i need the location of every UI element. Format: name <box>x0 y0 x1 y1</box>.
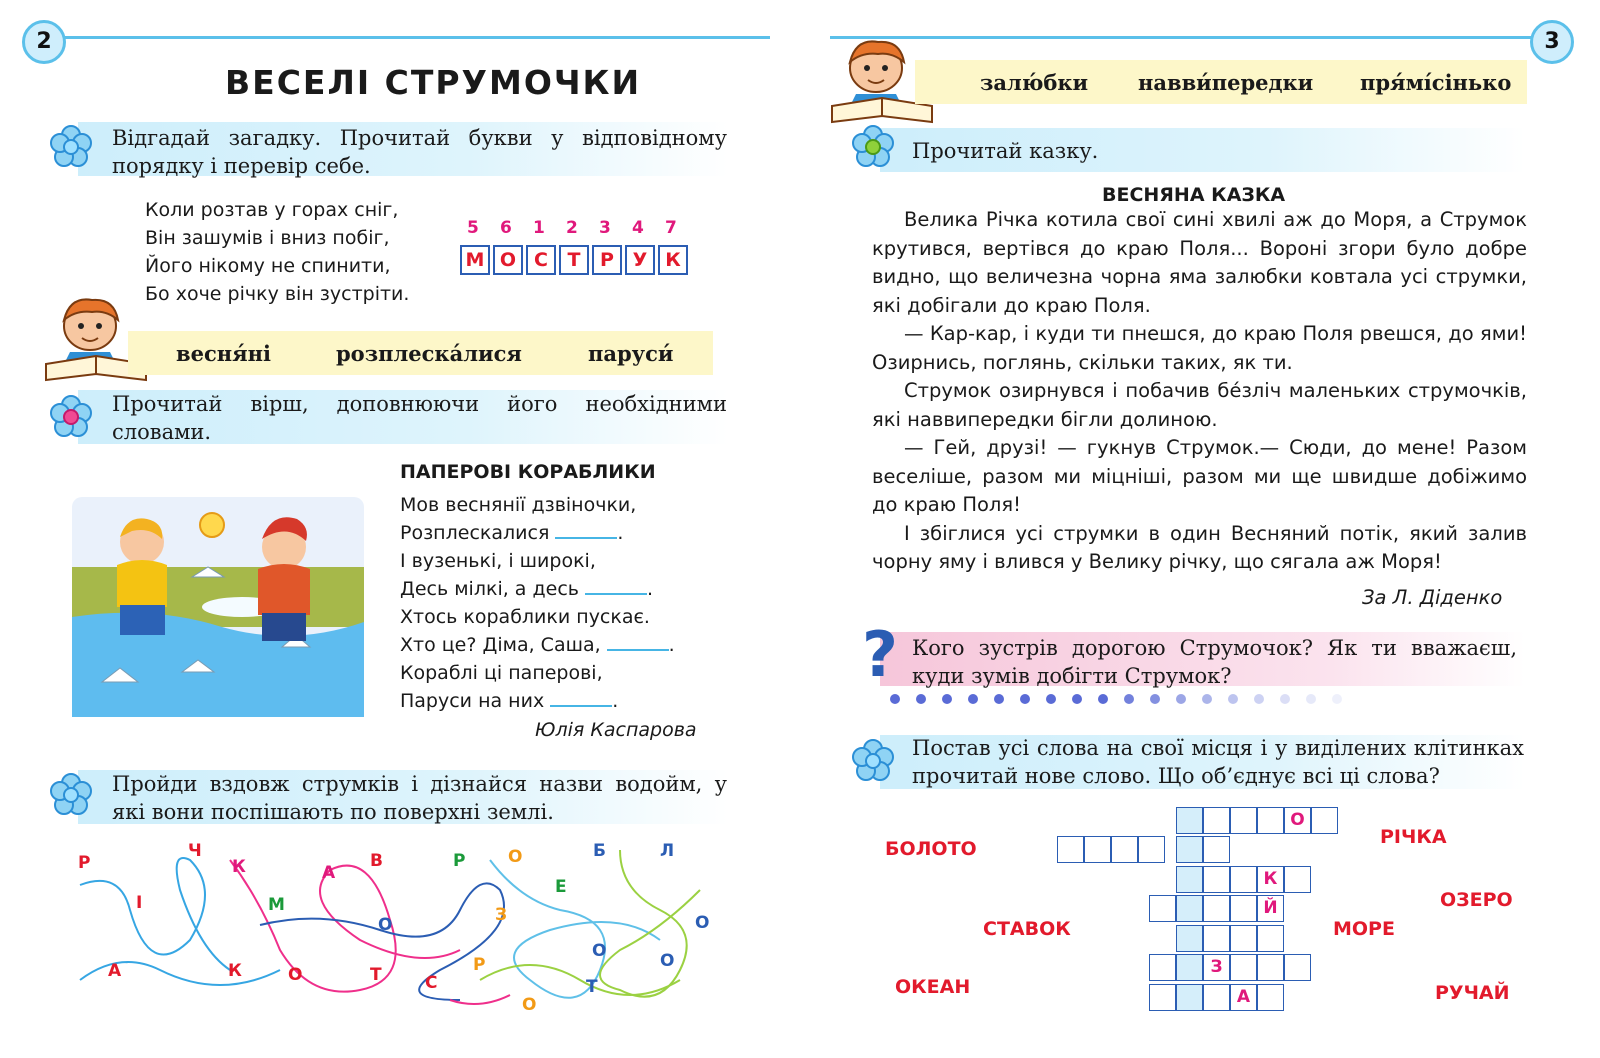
task3-text: Пройди вздовж струмків і дізнайся назви водойм, у які вони поспішають по поверхні землі. <box>112 772 727 824</box>
crossword-cell[interactable] <box>1111 836 1138 863</box>
maze-letter: К <box>232 857 246 877</box>
answer-blank[interactable] <box>550 705 612 707</box>
word: пря́мі́сінько <box>1360 70 1512 95</box>
words-bar <box>128 331 713 375</box>
crossword-cell[interactable] <box>1203 836 1230 863</box>
crossword-cell[interactable]: К <box>1257 866 1284 893</box>
riddle-line: Бо хоче річку він зустріти. <box>145 283 410 305</box>
question-mark-icon: ? <box>862 618 898 691</box>
maze-letter: О <box>592 941 607 961</box>
page-title: ВЕСЕЛІ СТРУМОЧКИ <box>225 63 642 102</box>
riddle-line: Його нікому не спинити, <box>145 255 391 277</box>
riddle-number: 7 <box>665 218 677 238</box>
crossword-cell[interactable] <box>1257 954 1284 981</box>
top-rule-left <box>55 36 770 39</box>
riddle-number: 4 <box>632 218 644 238</box>
crossword-word: РУЧАЙ <box>1435 982 1510 1004</box>
riddle-line: Коли розтав у горах сніг, <box>145 199 399 221</box>
crossword-cell[interactable] <box>1149 895 1176 922</box>
poem-line-text: Хто це? Діма, Саша, <box>400 634 601 656</box>
riddle-number: 3 <box>599 218 611 238</box>
crossword-cell[interactable] <box>1176 925 1203 952</box>
maze-letter: Б <box>593 841 606 861</box>
story-paragraph: І збіглися усі струмки в один Весняний потік, який залив чорну яму і влився у Велику річку, що сягала аж Моря! <box>872 521 1527 573</box>
poem-line-blank: Паруси на них . <box>400 690 619 712</box>
riddle-letter: М <box>460 245 490 275</box>
maze-letter: О <box>508 847 523 867</box>
crossword-cell[interactable] <box>1203 925 1230 952</box>
story-title: ВЕСНЯНА КАЗКА <box>1102 184 1286 206</box>
word: залю́бки <box>980 70 1089 95</box>
story <box>872 206 1527 577</box>
crossword-cell[interactable] <box>1084 836 1111 863</box>
crossword-cell[interactable] <box>1149 954 1176 981</box>
word: розплеска́лися <box>336 341 522 366</box>
maze-letter: І <box>136 893 143 913</box>
maze-letter: А <box>322 863 336 883</box>
riddle-letter: У <box>625 245 655 275</box>
crossword-word: ОКЕАН <box>895 976 971 998</box>
flower-icon <box>48 394 94 440</box>
task4-text: Прочитай казку. <box>912 139 1099 163</box>
flower-icon <box>48 772 94 818</box>
maze-letter: О <box>695 913 710 933</box>
crossword-cell[interactable] <box>1230 925 1257 952</box>
riddle-number: 2 <box>566 218 578 238</box>
maze-letter: О <box>378 915 393 935</box>
word: весня́ні <box>176 341 271 366</box>
crossword-cell[interactable]: А <box>1230 984 1257 1011</box>
poem-line-text: Паруси на них <box>400 690 545 712</box>
word: паруси́ <box>588 341 674 366</box>
flower-icon <box>850 738 896 784</box>
poem-line-blank: Розплескалися . <box>400 522 624 544</box>
answer-blank[interactable] <box>555 537 617 539</box>
maze-letter: К <box>228 961 242 981</box>
words-bar <box>915 60 1527 104</box>
page-number-left: 2 <box>22 20 66 64</box>
flower-icon <box>850 124 896 170</box>
question-text: Кого зустрів дорогою Струмочок? Як ти вважаєш, куди зумів добігти Струмок? <box>912 636 1517 688</box>
maze-letter: Р <box>453 851 466 871</box>
poem-line-blank: Десь мілкі, а десь . <box>400 578 654 600</box>
maze-letter: О <box>660 951 675 971</box>
story-paragraph: — Кар-кар, і куди ти пнешся, до краю Поля рвешся, до ями! Озирнись, поглянь, скільки таких, як ти. <box>872 322 1527 374</box>
crossword-cell[interactable] <box>1176 954 1203 981</box>
crossword-cell[interactable] <box>1176 836 1203 863</box>
maze-letter: О <box>522 995 537 1015</box>
riddle-number: 5 <box>467 218 479 238</box>
poem-author: Юлія Каспарова <box>535 719 697 741</box>
maze-letter: Р <box>473 955 486 975</box>
crossword-cell[interactable] <box>1203 807 1230 834</box>
poem-line: Мов веснянії дзвіночки, <box>400 494 637 516</box>
maze-letter: Т <box>586 977 598 997</box>
poem-line-text: Десь мілкі, а десь <box>400 578 579 600</box>
crossword-cell[interactable] <box>1138 836 1165 863</box>
maze-letter: С <box>425 973 438 993</box>
task1-text: Відгадай загадку. Прочитай букви у відповідному порядку і перевір себе. <box>112 126 727 178</box>
word: навви́передки <box>1138 70 1314 95</box>
crossword-cell[interactable] <box>1230 895 1257 922</box>
crossword-cell[interactable] <box>1176 866 1203 893</box>
story-paragraph: Велика Річка котила свої сині хвилі аж до Моря, а Струмок крутився, вертівся до краю Поля... Вороні згори було добре видно, що величезна чорна яма залюбки ковтала усі струмки, які добігали до краю Поля. <box>872 208 1527 317</box>
crossword-word: МОРЕ <box>1333 918 1395 940</box>
poem-line: І вузенькі, і широкі, <box>400 550 596 572</box>
poem-title: ПАПЕРОВІ КОРАБЛИКИ <box>400 461 656 483</box>
crossword-cell[interactable] <box>1311 807 1338 834</box>
maze-letter: М <box>268 895 285 915</box>
poem <box>400 491 675 715</box>
crossword-cell[interactable] <box>1176 984 1203 1011</box>
crossword-cell[interactable] <box>1284 954 1311 981</box>
task5-text: Постав усі слова на свої місця і у виділених клітинках прочитай нове слово. Що об’єднує всі ці слова? <box>912 736 1524 788</box>
maze-letter: Т <box>370 965 382 985</box>
crossword-cell[interactable] <box>1230 807 1257 834</box>
flower-icon <box>48 124 94 170</box>
maze-letter: А <box>108 961 122 981</box>
riddle-number: 1 <box>533 218 545 238</box>
crossword-cell[interactable]: З <box>1203 954 1230 981</box>
riddle-letter: К <box>658 245 688 275</box>
crossword-cell[interactable] <box>1203 984 1230 1011</box>
crossword-cell[interactable] <box>1057 836 1084 863</box>
answer-blank[interactable] <box>585 593 647 595</box>
crossword-cell[interactable] <box>1257 807 1284 834</box>
poem-line: Кораблі ці паперові, <box>400 662 603 684</box>
riddle-letter: Р <box>592 245 622 275</box>
crossword-cell[interactable] <box>1230 866 1257 893</box>
poem-line: Хтось кораблики пускає. <box>400 606 650 628</box>
maze-letter: В <box>370 851 383 871</box>
maze-letter: Л <box>660 841 675 861</box>
stream-maze <box>60 830 730 1030</box>
riddle-letter: С <box>526 245 556 275</box>
poem-line-text: Розплескалися <box>400 522 550 544</box>
story-paragraph: — Гей, друзі! — гукнув Струмок.— Сюди, до мене! Разом веселіше, разом ми міцніші, разом ми ще швидше добіжимо до краю Поля! <box>872 436 1527 516</box>
crossword-cell[interactable]: О <box>1284 807 1311 834</box>
crossword-cell[interactable] <box>1149 984 1176 1011</box>
maze-letter: Е <box>555 877 567 897</box>
crossword-cell[interactable] <box>1230 954 1257 981</box>
riddle-letter: Т <box>559 245 589 275</box>
maze-letter: Ч <box>188 841 202 861</box>
crossword-cell[interactable] <box>1284 866 1311 893</box>
crossword-cell[interactable] <box>1203 895 1230 922</box>
riddle-letter: О <box>493 245 523 275</box>
crossword-word: ОЗЕРО <box>1440 889 1513 911</box>
riddle-line: Він зашумів і вниз побіг, <box>145 227 390 249</box>
crossword-word: СТАВОК <box>983 918 1071 940</box>
dots-divider <box>888 692 1348 706</box>
crossword-word: РІЧКА <box>1380 826 1447 848</box>
crossword-cell[interactable] <box>1176 895 1203 922</box>
crossword-cell[interactable]: Й <box>1257 895 1284 922</box>
riddle <box>145 196 409 308</box>
crossword-word: БОЛОТО <box>885 838 977 860</box>
poem-line-blank: Хто це? Діма, Саша, . <box>400 634 675 656</box>
crossword-cell[interactable] <box>1257 984 1284 1011</box>
story-paragraph: Струмок озирнувся і побачив бе́зліч маленьких струмочків, які наввипередки бігли долиною. <box>872 379 1527 431</box>
answer-blank[interactable] <box>607 649 669 651</box>
crossword-cell[interactable] <box>1176 807 1203 834</box>
crossword-cell[interactable] <box>1203 866 1230 893</box>
story-author: За Л. Діденко <box>1362 586 1503 609</box>
task2-text: Прочитай вірш, доповнюючи його необхідними словами. <box>112 392 727 444</box>
maze-letter: О <box>288 965 303 985</box>
page-number-right: 3 <box>1530 20 1574 64</box>
children-boats-illustration <box>72 497 364 717</box>
crossword-cell[interactable] <box>1257 925 1284 952</box>
maze-letter: З <box>495 905 508 925</box>
maze-letter: Р <box>78 853 91 873</box>
riddle-number: 6 <box>500 218 512 238</box>
